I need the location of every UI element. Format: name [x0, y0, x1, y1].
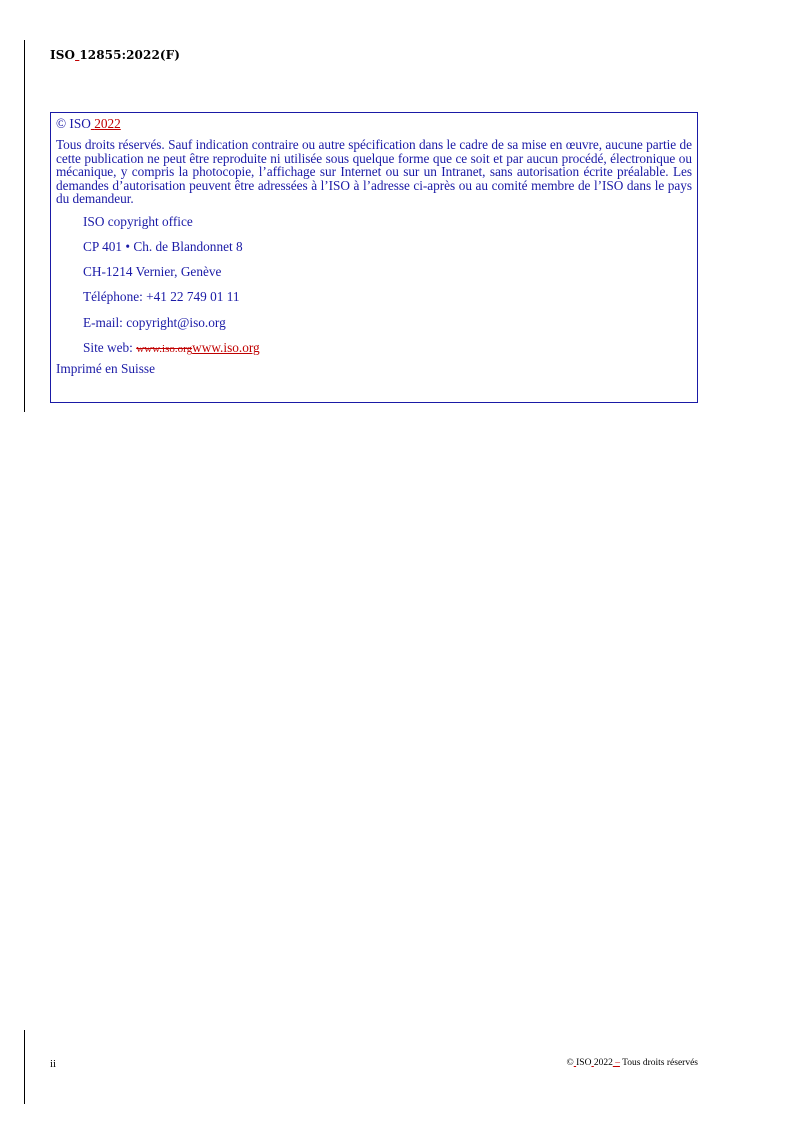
footer-iso: ISO — [576, 1058, 592, 1068]
copyright-year: 2022 — [94, 116, 121, 131]
street-address: CP 401 • Ch. de Blandonnet 8 — [83, 238, 243, 254]
city-address: CH-1214 Vernier, Genève — [83, 264, 222, 280]
footer-revision-mark-3: – — [612, 1058, 620, 1068]
website-old-link[interactable]: www.iso.org — [136, 342, 193, 355]
email-address: E-mail: copyright@iso.org — [83, 314, 226, 330]
footer-year: 2022 — [593, 1058, 613, 1068]
website-label: Site web: — [83, 339, 137, 355]
doc-number: 12855:2022(F) — [79, 48, 181, 62]
page-number: ii — [50, 1058, 57, 1070]
footer-copyright — [567, 1058, 698, 1068]
rights-paragraph: Tous droits réservés. Sauf indication contraire ou autre spécification dans le cadre de sa mise en œuvre, aucune partie de cette publication ne peut être reproduite ni utilisée sous quelque forme que ce soit et par aucun procédé, électronique ou mécanique, y compris la photocopie, l’affichage sur Internet ou sur un Intranet, sans autorisation écrite préalable. Les demandes d’autorisation peuvent être adressées à l’ISO à l’adresse ci-après ou au comité membre de l’ISO dans le pays du demandeur. — [56, 137, 692, 206]
copyright-line — [56, 116, 692, 132]
doc-prefix: ISO — [50, 48, 76, 62]
change-bar-bottom — [24, 1030, 25, 1104]
website-line — [56, 335, 692, 362]
phone-number: Téléphone: +41 22 749 01 11 — [83, 289, 240, 305]
address-block — [56, 209, 692, 363]
office-name: ISO copyright office — [83, 213, 193, 229]
copyright-box — [50, 112, 698, 403]
document-identifier — [50, 48, 180, 62]
footer-rights: Tous droits réservés — [619, 1058, 698, 1068]
change-bar-top — [24, 40, 25, 412]
website-link[interactable]: www.iso.org — [192, 339, 260, 355]
printed-in: Imprimé en Suisse — [56, 361, 155, 377]
footer-copyright-symbol: © — [566, 1058, 574, 1068]
copyright-prefix: © ISO — [56, 116, 91, 131]
